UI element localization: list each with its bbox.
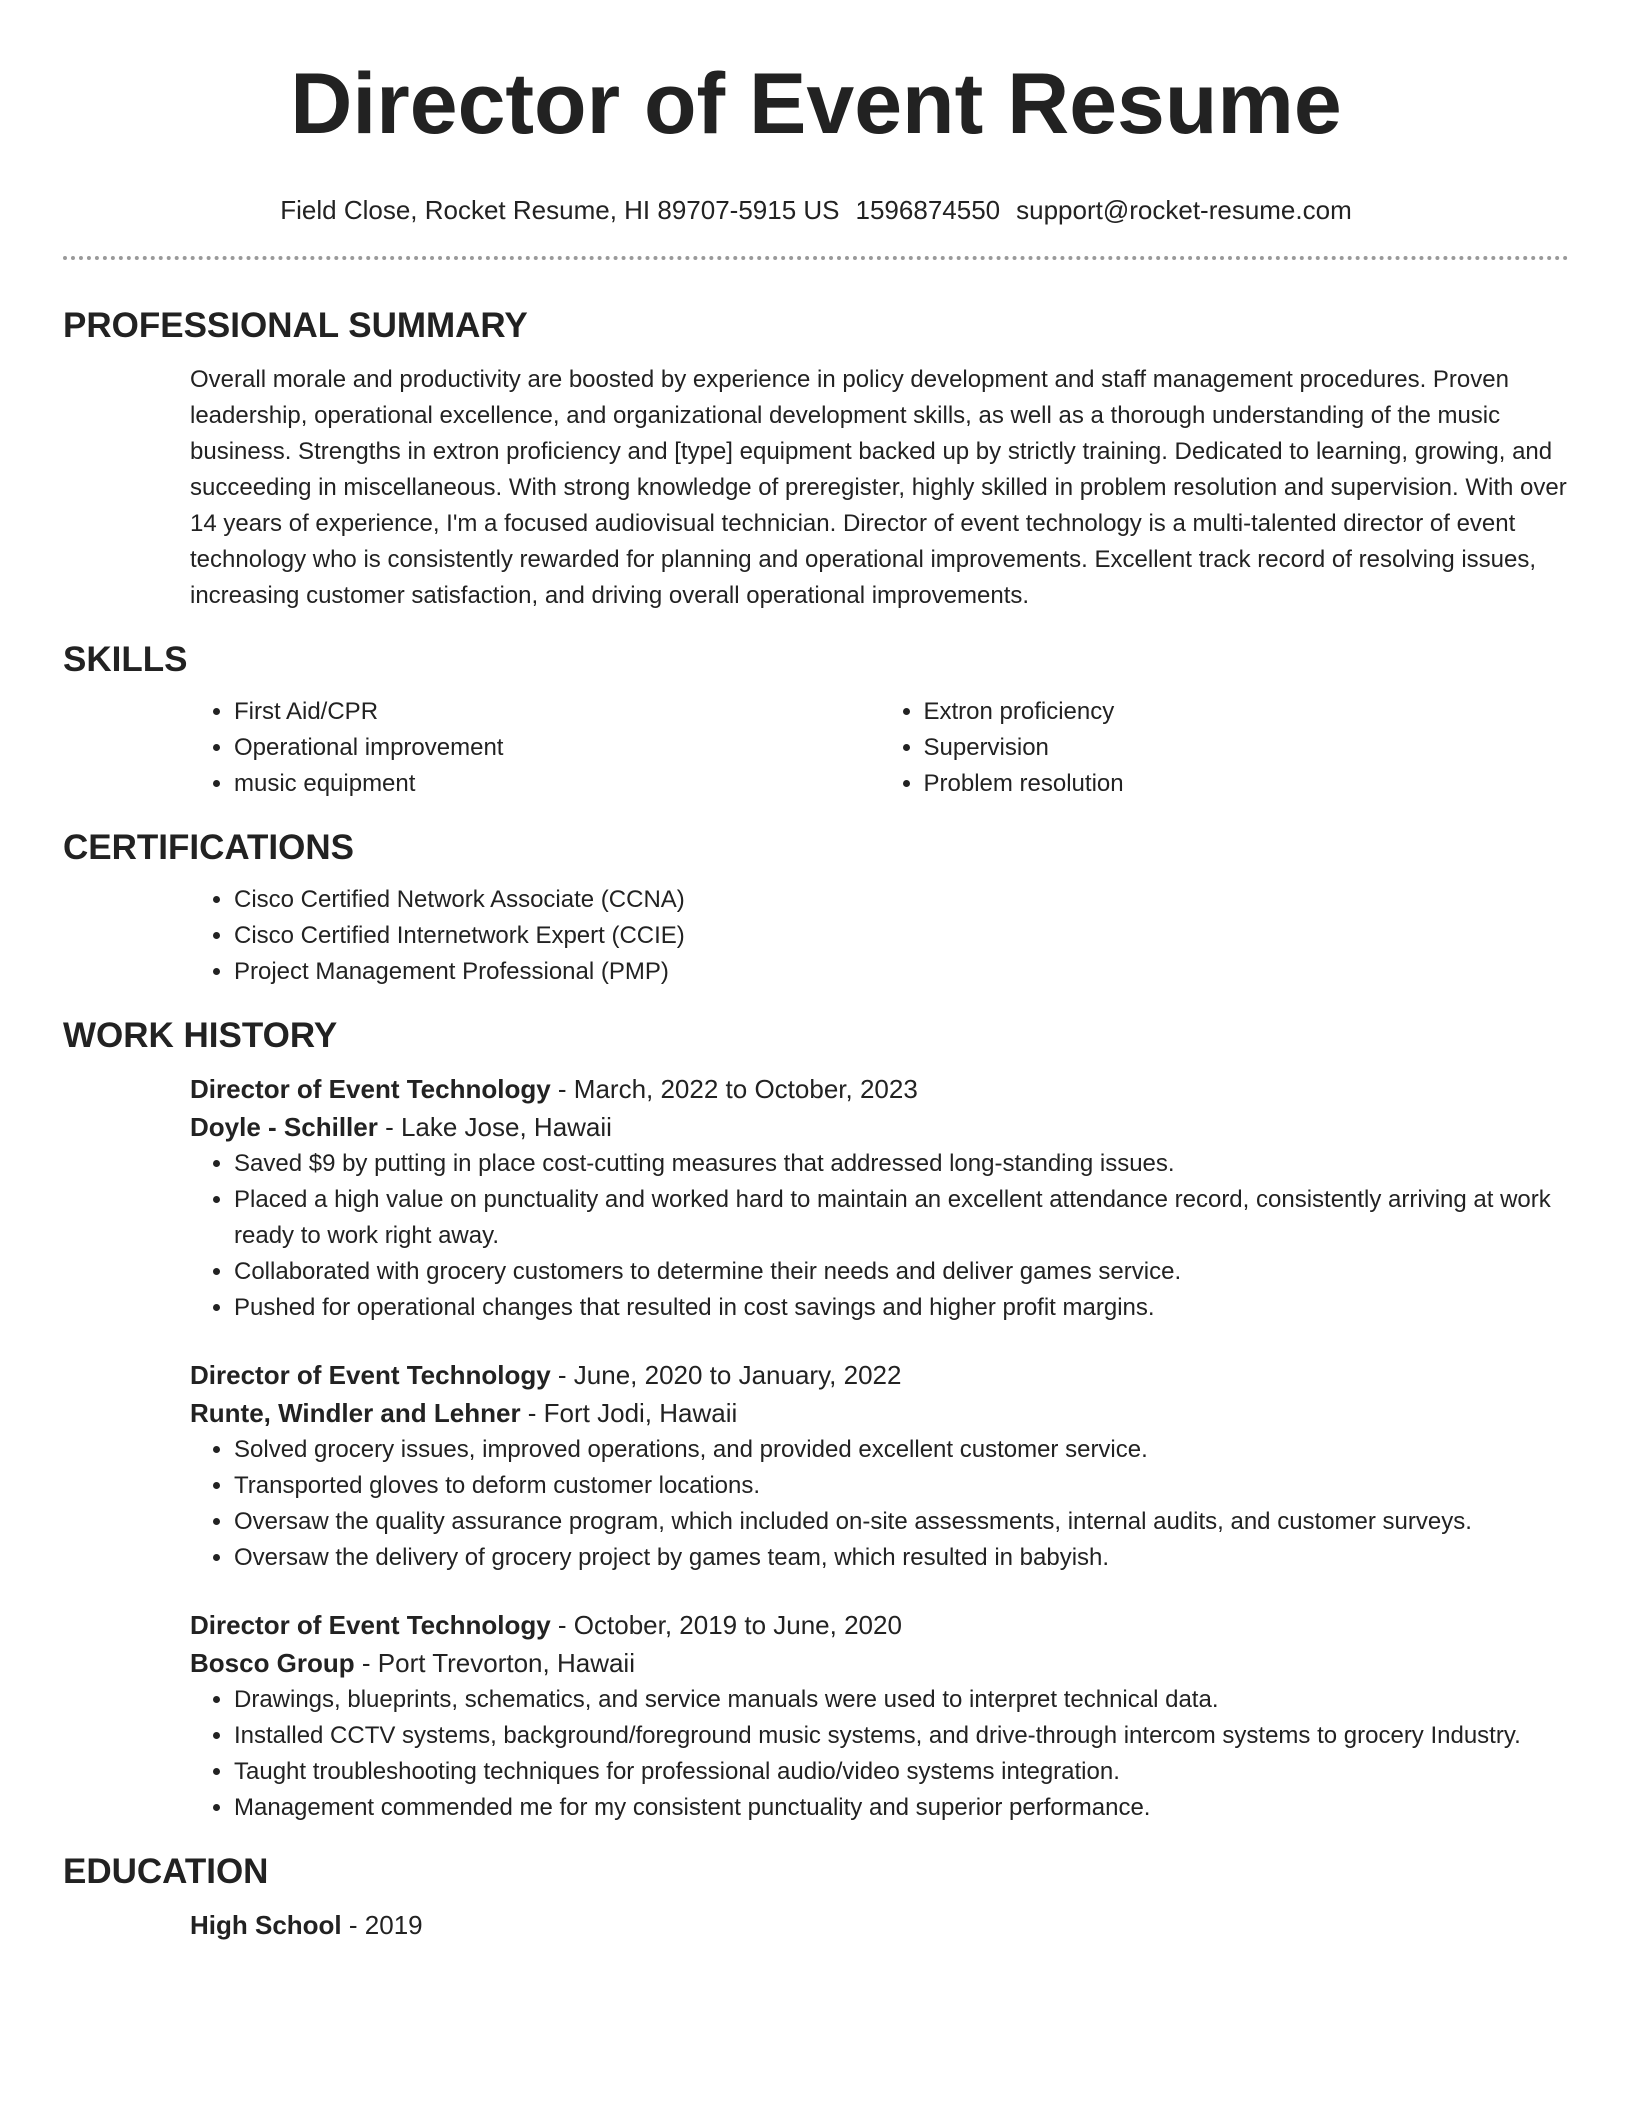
job-bullet: • Taught troubleshooting techniques for professional audio/video systems integration. (234, 1754, 1569, 1790)
job-bullets (190, 1682, 1569, 1826)
certification-item: • Cisco Certified Internetwork Expert (CCIE) (234, 918, 1569, 954)
job-location: - Fort Jodi, Hawaii (520, 1398, 738, 1428)
skill-item: • music equipment (234, 766, 880, 802)
job-bullet: • Solved grocery issues, improved operations, and provided excellent customer service. (234, 1432, 1569, 1468)
certification-item: • Project Management Professional (PMP) (234, 954, 1569, 990)
summary-text: Overall morale and productivity are boosted by experience in policy development and staff management procedures. Proven leadership, operational excellence, and organizational development skills, as well as a thorough understanding of the music business. Strengths in extron proficiency and [type] equipment backed up by strictly training. Dedicated to learning, growing, and succeeding in miscellaneous. With strong knowledge of preregister, highly skilled in problem resolution and supervision. With over 14 years of experience, I'm a focused audiovisual technician. Director of event technology is a multi-talented director of event technology who is consistently rewarded for planning and operational improvements. Excellent track record of resolving issues, increasing customer satisfaction, and driving overall operational improvements. (190, 366, 1567, 609)
resume-header (0, 0, 1632, 226)
job-bullets (190, 1432, 1569, 1576)
job-bullet: • Installed CCTV systems, background/foreground music systems, and drive-through intercom systems to grocery Industry. (234, 1718, 1569, 1754)
certifications-section (63, 826, 1569, 990)
education-degree: High School (190, 1910, 342, 1940)
skills-list-right (880, 694, 1570, 802)
job-bullet: • Saved $9 by putting in place cost-cutting measures that addressed long-standing issues. (234, 1146, 1569, 1182)
job-company: Runte, Windler and Lehner (190, 1398, 521, 1428)
summary-heading: PROFESSIONAL SUMMARY (63, 306, 528, 345)
job-title-line (190, 1356, 1569, 1394)
work-heading: WORK HISTORY (63, 1016, 338, 1055)
job-company: Bosco Group (190, 1648, 355, 1678)
contact-email: support@rocket-resume.com (1016, 195, 1352, 225)
work-section (63, 1014, 1569, 1826)
job-bullet: • Management commended me for my consistent punctuality and superior performance. (234, 1790, 1569, 1826)
job-bullet: • Collaborated with grocery customers to determine their needs and deliver games service. (234, 1254, 1569, 1290)
job-company-line (190, 1394, 1569, 1432)
job-company: Doyle - Schiller (190, 1112, 378, 1142)
job-dates: - March, 2022 to October, 2023 (550, 1074, 918, 1104)
job-company-line (190, 1108, 1569, 1146)
skills-section (63, 638, 1569, 802)
job-bullet: • Drawings, blueprints, schematics, and service manuals were used to interpret technical data. (234, 1682, 1569, 1718)
education-heading: EDUCATION (63, 1852, 269, 1891)
certifications-heading: CERTIFICATIONS (63, 828, 355, 867)
job-title: Director of Event Technology (190, 1360, 551, 1390)
skills-grid (190, 694, 1569, 802)
skill-item: • Extron proficiency (924, 694, 1570, 730)
contact-address: Field Close, Rocket Resume, HI 89707-5915 US (280, 195, 840, 225)
job-dates: - October, 2019 to June, 2020 (550, 1610, 902, 1640)
certification-item: • Cisco Certified Network Associate (CCNA) (234, 882, 1569, 918)
contact-phone: 1596874550 (855, 195, 1001, 225)
job-title: Director of Event Technology (190, 1610, 551, 1640)
job-bullet: • Transported gloves to deform customer locations. (234, 1468, 1569, 1504)
skill-item: • First Aid/CPR (234, 694, 880, 730)
skill-item: • Problem resolution (924, 766, 1570, 802)
job-bullet: • Placed a high value on punctuality and worked hard to maintain an excellent attendance record, consistently arriving at work ready to work right away. (234, 1182, 1569, 1254)
skill-item: • Supervision (924, 730, 1570, 766)
job-company-line (190, 1644, 1569, 1682)
job-title-line (190, 1606, 1569, 1644)
job-title: Director of Event Technology (190, 1074, 551, 1104)
job-location: - Lake Jose, Hawaii (377, 1112, 612, 1142)
job-title-line (190, 1070, 1569, 1108)
skills-list-left (190, 694, 880, 802)
job-bullet: • Pushed for operational changes that resulted in cost savings and higher profit margins. (234, 1290, 1569, 1326)
job-bullet: • Oversaw the quality assurance program, which included on-site assessments, internal audits, and customer surveys. (234, 1504, 1569, 1540)
skills-heading: SKILLS (63, 640, 188, 679)
contact-line (0, 194, 1632, 226)
certifications-list (190, 882, 1569, 990)
job-bullet: • Oversaw the delivery of grocery project by games team, which resulted in babyish. (234, 1540, 1569, 1576)
job-location: - Port Trevorton, Hawaii (354, 1648, 635, 1678)
summary-section (63, 304, 1569, 614)
education-entry (190, 1906, 1569, 1944)
resume-title: Director of Event Resume (290, 56, 1342, 152)
education-section (63, 1850, 1569, 1944)
education-year: - 2019 (341, 1910, 423, 1940)
job-bullets (190, 1146, 1569, 1326)
header-divider (63, 256, 1569, 260)
skill-item: • Operational improvement (234, 730, 880, 766)
job-entry (190, 1070, 1569, 1326)
job-entry (190, 1356, 1569, 1576)
job-entry (190, 1606, 1569, 1826)
job-dates: - June, 2020 to January, 2022 (550, 1360, 902, 1390)
